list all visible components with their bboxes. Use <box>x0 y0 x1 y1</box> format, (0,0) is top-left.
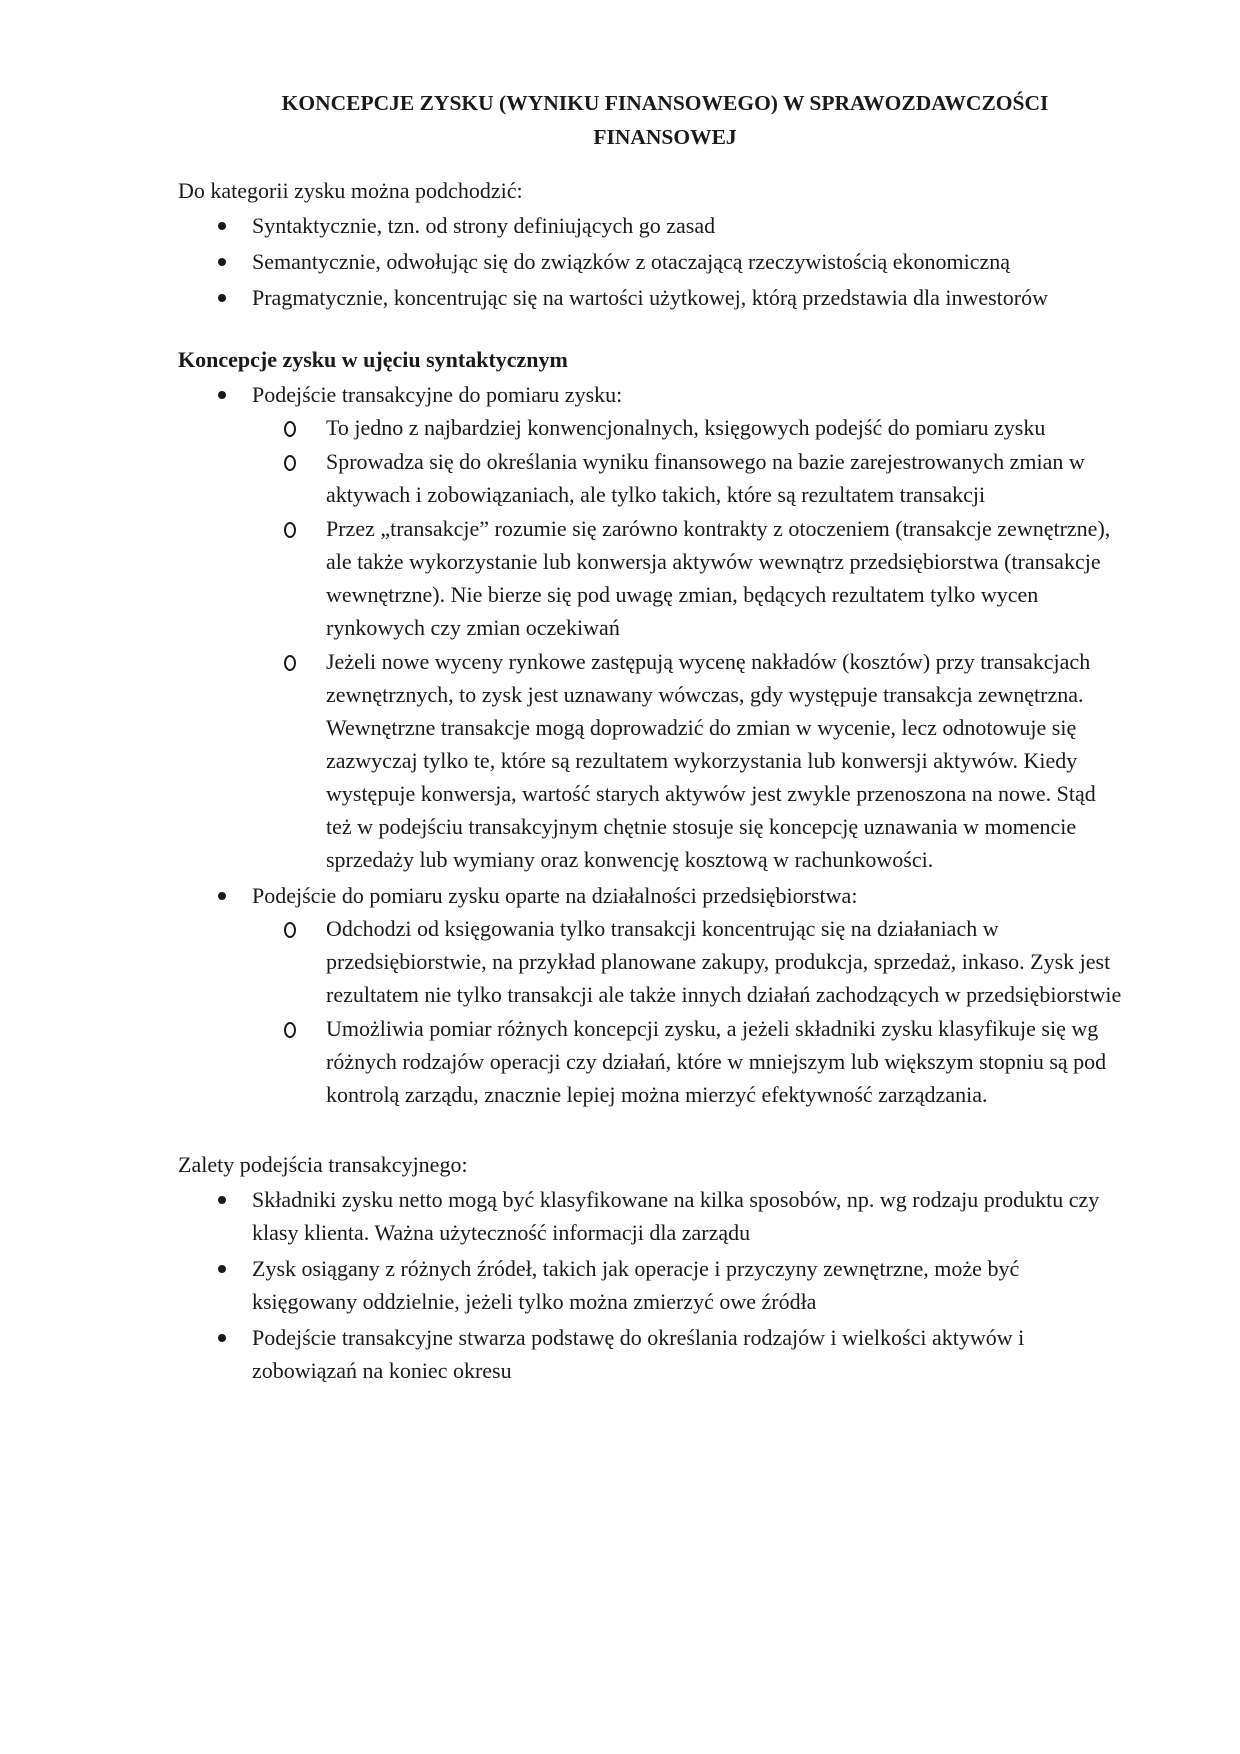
bullet-icon <box>218 1196 226 1204</box>
intro-list <box>178 209 1122 314</box>
circle-bullet-icon <box>284 455 296 471</box>
advantage-item-text: Zysk osiągany z różnych źródeł, takich jak operacje i przyczyny zewnętrzne, może być księgowany oddzielnie, jeżeli tylko można zmierzyć owe źródła <box>252 1256 1020 1314</box>
sub-point <box>252 411 1122 444</box>
advantage-item-text: Składniki zysku netto mogą być klasyfikowane na kilka sposobów, np. wg rodzaju produktu czy klasy klienta. Ważna użyteczność informacji dla zarządu <box>252 1187 1100 1245</box>
sub-point <box>252 445 1122 511</box>
transactional-points <box>252 411 1122 876</box>
sub-point-text: Przez „transakcje” rozumie się zarówno kontrakty z otoczeniem (transakcje zewnętrzne), ale także wykorzystanie lub konwersja aktywów wewnątrz przedsiębiorstwa (transakcje wewnętrzne). Nie bierze się pod uwagę zmian, będących rezultatem tylko wycen rynkowych czy zmian oczekiwań <box>326 516 1111 640</box>
bullet-icon <box>218 294 226 302</box>
title-line-2: FINANSOWEJ <box>593 125 737 149</box>
sub-point <box>252 645 1122 876</box>
approach-item-activity <box>178 879 1122 1111</box>
intro-item <box>178 281 1122 314</box>
advantage-item-text: Podejście transakcyjne stwarza podstawę do określania rodzajów i wielkości aktywów i zobowiązań na koniec okresu <box>252 1325 1025 1383</box>
intro-item-text: Syntaktycznie, tzn. od strony definiujących go zasad <box>252 213 716 238</box>
intro-item <box>178 245 1122 278</box>
sub-point <box>252 1012 1122 1111</box>
activity-points <box>252 912 1122 1111</box>
intro-section <box>178 174 1122 314</box>
spacer <box>178 1114 1122 1148</box>
section-heading: Koncepcje zysku w ujęciu syntaktycznym <box>178 347 568 372</box>
sub-point-text: Odchodzi od księgowania tylko transakcji koncentrując się na działaniach w przedsiębiorstwie, na przykład planowane zakupy, produkcja, sprzedaż, inkaso. Zysk jest rezultatem nie tylko transakcji ale także innych działań zachodzących w przedsiębiorstwie <box>326 916 1122 1007</box>
spacer <box>178 317 1122 343</box>
sub-point-text: Umożliwia pomiar różnych koncepcji zysku, a jeżeli składniki zysku klasyfikuje się wg różnych rodzajów operacji czy działań, które w mniejszym lub większym stopniu są pod kontrolą zarządu, znacznie lepiej można mierzyć efektywność zarządzania. <box>326 1016 1107 1107</box>
approach-label: Podejście do pomiaru zysku oparte na działalności przedsiębiorstwa: <box>252 883 858 908</box>
intro-item-text: Semantycznie, odwołując się do związków z otaczającą rzeczywistością ekonomiczną <box>252 249 1011 274</box>
bullet-icon <box>218 222 226 230</box>
bullet-icon <box>218 258 226 266</box>
advantages-lead: Zalety podejścia transakcyjnego: <box>178 1152 468 1177</box>
document-title <box>178 86 1122 154</box>
advantages-list <box>178 1183 1122 1387</box>
sub-point <box>252 912 1122 1011</box>
advantage-item <box>178 1183 1122 1249</box>
intro-item <box>178 209 1122 242</box>
circle-bullet-icon <box>284 421 296 437</box>
sub-point-text: Sprowadza się do określania wyniku finansowego na bazie zarejestrowanych zmian w aktywach i zobowiązaniach, ale tylko takich, które są rezultatem transakcji <box>326 449 1085 507</box>
bullet-icon <box>218 1334 226 1342</box>
sub-point-text: To jedno z najbardziej konwencjonalnych, księgowych podejść do pomiaru zysku <box>326 415 1046 440</box>
sub-point <box>252 512 1122 644</box>
approach-label: Podejście transakcyjne do pomiaru zysku: <box>252 382 623 407</box>
approach-item-transactional <box>178 378 1122 876</box>
intro-lead: Do kategorii zysku można podchodzić: <box>178 178 523 203</box>
title-line-1: KONCEPCJE ZYSKU (WYNIKU FINANSOWEGO) W SPRAWOZDAWCZOŚCI <box>281 91 1049 115</box>
advantages-section <box>178 1148 1122 1387</box>
advantage-item <box>178 1252 1122 1318</box>
bullet-icon <box>218 1265 226 1273</box>
syntactic-section <box>178 343 1122 1111</box>
bullet-icon <box>218 391 226 399</box>
circle-bullet-icon <box>284 522 296 538</box>
intro-item-text: Pragmatycznie, koncentrując się na wartości użytkowej, którą przedstawia dla inwestorów <box>252 285 1048 310</box>
advantage-item <box>178 1321 1122 1387</box>
circle-bullet-icon <box>284 922 296 938</box>
circle-bullet-icon <box>284 655 296 671</box>
syntactic-list <box>178 378 1122 1111</box>
bullet-icon <box>218 892 226 900</box>
circle-bullet-icon <box>284 1022 296 1038</box>
sub-point-text: Jeżeli nowe wyceny rynkowe zastępują wycenę nakładów (kosztów) przy transakcjach zewnętrznych, to zysk jest uznawany wówczas, gdy występuje transakcja zewnętrzna. Wewnętrzne transakcje mogą doprowadzić do zmian w wycenie, lecz odnotowuje się zazwyczaj tylko te, które są rezultatem wykorzystania lub konwersji aktywów. Kiedy występuje konwersja, wartość starych aktywów jest zwykle przenoszona na nowe. Stąd też w podejściu transakcyjnym chętnie stosuje się koncepcję uznawania w momencie sprzedaży lub wymiany oraz konwencję kosztową w rachunkowości. <box>326 649 1096 872</box>
